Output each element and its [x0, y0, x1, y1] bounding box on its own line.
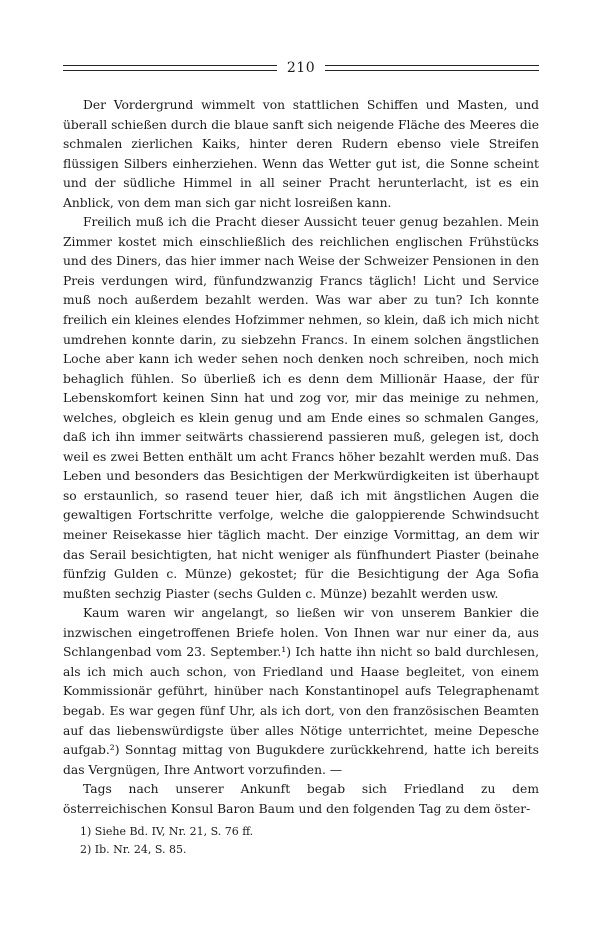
page-header [63, 60, 539, 76]
header-rule-left [63, 65, 277, 71]
footnote-mark: 1) [80, 825, 92, 838]
footnotes [80, 823, 540, 859]
footnote [80, 823, 540, 841]
footnote [80, 841, 540, 859]
footnote-mark: 2) [80, 843, 92, 856]
paragraph: Der Vordergrund wimmelt von stattlichen Schiffen und Masten, und überall schießen durch die blaue sanft sich neigende Fläche des Meeres die schmalen zierlichen Kaiks, hinter deren Rudern ebenso viele Streifen flüssigen Silbers einherziehen. Wenn das Wetter gut ist, die Sonne scheint und der südliche Himmel in all seiner Pracht herunterlacht, ist es ein Anblick, von dem man sich gar nicht losreißen kann. [63, 98, 539, 210]
page-number: 210 [286, 60, 316, 76]
footnote-text: Ib. Nr. 24, S. 85. [94, 843, 187, 856]
paragraph: Kaum waren wir angelangt, so ließen wir von unserem Bankier die inzwischen eingetroffenen Briefe holen. Von Ihnen war nur einer da, aus Schlangenbad vom 23. September.¹) Ich hatte ihn nicht so bald durchlesen, als ich mich auch schon, von Friedland und Haase begleitet, von einem Kommissionär geführt, hinüber nach Konstantinopel aufs Telegraphenamt begab. Es war gegen fünf Uhr, als ich dort, von den französischen Beamten auf das liebenswürdigste über alles Nötige unterrichtet, meine Depesche aufgab.²) Sonntag mittag von Bugukdere zurückkehrend, hatte ich bereits das Vergnügen, Ihre Antwort vorzufinden. — [63, 606, 539, 777]
body-text [63, 96, 539, 819]
paragraph: Tags nach unserer Ankunft begab sich Friedland zu dem österreichischen Konsul Baron Baum und den folgenden Tag zu dem öster- [63, 782, 539, 816]
paragraph: Freilich muß ich die Pracht dieser Aussicht teuer genug bezahlen. Mein Zimmer kostet mich einschließlich des reichlichen englischen Frühstücks und des Diners, das hier immer nach Weise der Schweizer Pensionen in den Preis verdungen wird, fünfundzwanzig Francs täglich! Licht und Service muß noch außerdem bezahlt werden. Was war aber zu tun? Ich konnte freilich ein kleines elendes Hofzimmer nehmen, so klein, daß ich mich nicht umdrehen konnte darin, zu siebzehn Francs. In einem solchen ängstlichen Loche aber kann ich weder sehen noch denken noch schreiben, noch mich behaglich fühlen. So überließ ich es denn dem Millionär Haase, der für Lebenskomfort keinen Sinn hat und zog vor, mir das meinige zu nehmen, welches, obgleich es klein genug und am Ende eines so schmalen Ganges, daß ich ihn immer seitwärts chassierend passieren muß, gelegen ist, doch weil es zwei Betten enthält um acht Francs höher bezahlt werden muß. Das Leben und besonders das Besichtigen der Merkwürdigkeiten ist überhaupt so erstaunlich, so rasend teuer hier, daß ich mit ängstlichen Augen die gewaltigen Fortschritte verfolge, welche die galoppierende Schwindsucht meiner Reisekasse hier täglich macht. Der einzige Vormittag, an dem wir das Serail besichtigten, hat nicht weniger als fünfhundert Piaster (beinahe fünfzig Gulden c. Münze) gekostet; für die Besichtigung der Aga Sofia mußten sechzig Piaster (sechs Gulden c. Münze) bezahlt werden usw. [63, 215, 539, 601]
footnote-text: Siehe Bd. IV, Nr. 21, S. 76 ff. [94, 825, 254, 838]
header-rule-right [325, 65, 539, 71]
